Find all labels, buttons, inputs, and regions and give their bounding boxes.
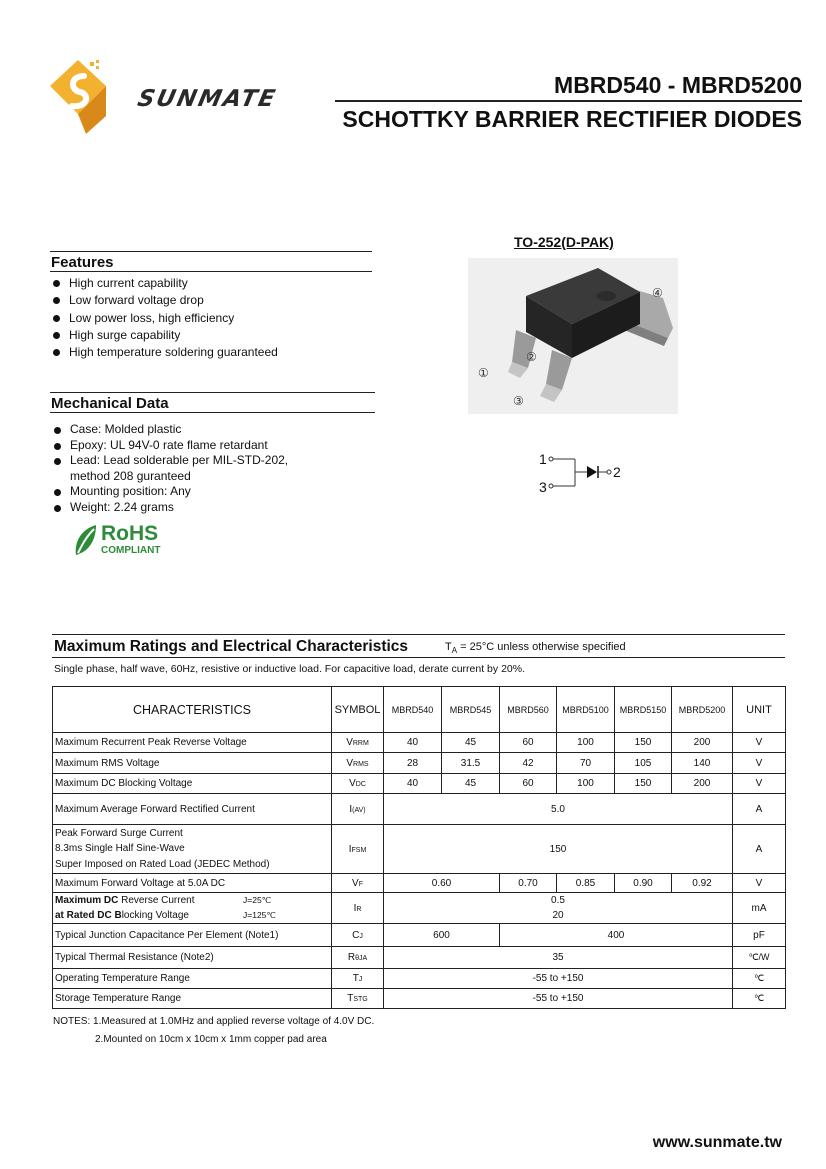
list-item: High surge capability [51,327,278,344]
diode-schematic [535,448,635,498]
table-row: Peak Forward Surge Current 8.3ms Single Half Sine-Wave Super Imposed on Rated Load (JEDEC Method) IFSM 150 A [53,825,786,874]
table-row: Maximum Recurrent Peak Reverse Voltage VRRM 40 45 60 100 150 200 V [53,733,786,753]
pin-1-label: ① [478,366,489,380]
header-part: MBRD5200 [672,687,733,733]
bullet-icon [54,505,61,512]
ratings-table [52,686,786,1009]
ratings-condition: $T_A = 25^\circ C$ unless otherwise specified [445,641,626,656]
package-label: TO-252(D-PAK) [514,234,614,250]
pin-4-label: ④ [652,286,663,300]
bullet-icon [53,315,60,322]
package-image [468,258,678,414]
table-row: Maximum Forward Voltage at 5.0A DC VF 0.60 0.70 0.85 0.90 0.92 V [53,874,786,893]
features-title: Features [51,254,114,271]
features-list [51,275,278,361]
ratings-title: Maximum Ratings and Electrical Characteristics [54,638,409,655]
bullet-icon [53,332,60,339]
header-part: MBRD5150 [615,687,672,733]
table-row: Operating Temperature Range TJ -55 to +150 ℃ [53,969,786,989]
ratings-bottom-rule [52,657,785,658]
features-bottom-rule [50,271,372,272]
header-characteristics: CHARACTERISTICS [53,687,332,733]
website-link[interactable]: www.sunmate.tw [652,1134,782,1151]
ratings-top-rule [52,634,785,635]
mechanical-bottom-rule [50,412,375,413]
table-row: Maximum RMS Voltage VRMS 28 31.5 42 70 105 140 V [53,753,786,774]
note-1: NOTES: 1.Measured at 1.0MHz and applied reverse voltage of 4.0V DC. [53,1016,375,1027]
rohs-compliant-text: COMPLIANT [101,545,161,556]
mechanical-title: Mechanical Data [51,395,169,412]
bullet-icon [54,458,61,465]
brand-logo [48,58,310,138]
header-part: MBRD560 [500,687,557,733]
bullet-icon [54,427,61,434]
table-row: Maximum Average Forward Rectified Current I(AV) 5.0 A [53,794,786,825]
mechanical-top-rule [50,392,375,393]
list-item: Weight: 2.24 grams [52,500,288,516]
features-top-rule [50,251,372,252]
header-part: MBRD540 [384,687,442,733]
table-row: Typical Junction Capacitance Per Element (Note1) CJ 600 400 pF [53,924,786,947]
rohs-text: RoHS [101,522,159,545]
bullet-icon [54,443,61,450]
table-row: Typical Thermal Resistance (Note2) RθJA 35 ℃/W [53,947,786,969]
pin-2-label: ② [526,350,537,364]
bullet-icon [53,349,60,356]
schematic-pin-2: 2 [613,464,621,480]
ratings-note: Single phase, half wave, 60Hz, resistive or inductive load. For capacitive load, derate current by 20%. [54,663,525,675]
header-symbol: SYMBOL [332,687,384,733]
list-item: High temperature soldering guaranteed [51,344,278,361]
list-item-continuation: method 208 guranteed [70,468,191,483]
dpak-package-icon [468,258,678,414]
list-item: Case: Molded plastic [52,422,288,438]
product-subtitle: SCHOTTKY BARRIER RECTIFIER DIODES [342,106,802,132]
note-2: 2.Mounted on 10cm x 10cm x 1mm copper pad area [95,1034,327,1045]
schematic-pin-1: 1 [539,451,547,467]
table-row: Maximum DC Blocking Voltage VDC 40 45 60 100 150 200 V [53,774,786,794]
brand-name: SUNMATE [135,86,280,112]
list-item: Low power loss, high efficiency [51,310,278,327]
schematic-pin-3: 3 [539,479,547,495]
list-item: Epoxy: UL 94V-0 rate flame retardant [52,438,288,454]
header-part: MBRD5100 [557,687,615,733]
sunmate-logo-icon [48,58,138,138]
part-range-title: MBRD540 - MBRD5200 [554,72,802,98]
table-row: Maximum DC Reverse Current J=25℃ at Rated DC Blocking Voltage J=125℃ IR 0.5 20 mA [53,893,786,924]
list-item: Low forward voltage drop [51,292,278,309]
list-item: Lead: Lead solderable per MIL-STD-202, [52,453,288,469]
header-part: MBRD545 [442,687,500,733]
bullet-icon [53,280,60,287]
pin-3-label: ③ [513,394,524,408]
list-item: High current capability [51,275,278,292]
table-header-row [53,687,786,733]
title-divider [335,100,802,102]
list-item: Mounting position: Any [52,484,288,500]
bullet-icon [54,489,61,496]
leaf-icon [72,523,98,557]
header-unit: UNIT [733,687,786,733]
mechanical-list [52,422,288,516]
table-row: Storage Temperature Range TSTG -55 to +150 ℃ [53,989,786,1009]
bullet-icon [53,297,60,304]
rohs-badge [72,523,182,559]
